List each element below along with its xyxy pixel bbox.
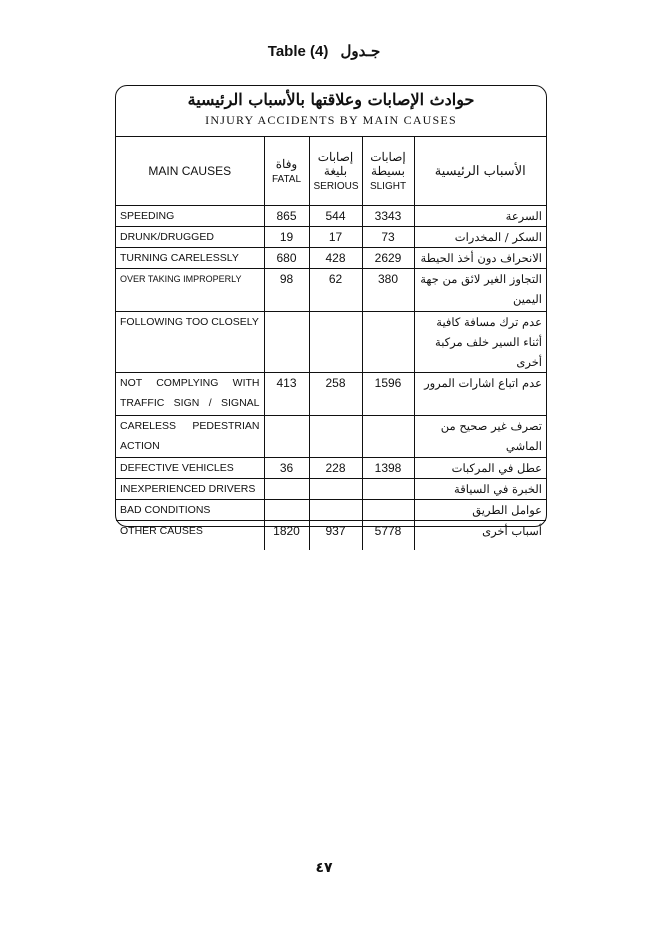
table-title	[116, 86, 546, 137]
cause-ar: التجاوز الغير لائق من جهة اليمين	[414, 269, 546, 312]
table-row	[116, 416, 546, 458]
fatal-cell: 413	[264, 373, 309, 416]
table-row	[116, 312, 546, 373]
caption-ar: جـدول	[340, 43, 381, 60]
injury-table-box	[115, 85, 547, 538]
table-row	[116, 248, 546, 269]
table-row	[116, 521, 546, 550]
table-title-en: INJURY ACCIDENTS BY MAIN CAUSES	[205, 113, 457, 127]
cause-ar: عوامل الطريق	[414, 500, 546, 521]
table-row	[116, 206, 546, 227]
header-row	[116, 137, 546, 206]
header-fatal: وفاة FATAL	[264, 137, 309, 206]
serious-cell: 258	[309, 373, 362, 416]
slight-cell: 1398	[362, 458, 414, 479]
fatal-cell	[264, 312, 309, 373]
slight-cell: 1596	[362, 373, 414, 416]
serious-cell: 937	[309, 521, 362, 550]
serious-cell: 17	[309, 227, 362, 248]
cause-en: INEXPERIENCED DRIVERS	[116, 479, 264, 500]
fatal-cell: 1820	[264, 521, 309, 550]
serious-cell	[309, 416, 362, 458]
cause-en: OTHER CAUSES	[116, 521, 264, 550]
header-main-causes-ar: الأسباب الرئيسية	[414, 137, 546, 206]
cause-en: DEFECTIVE VEHICLES	[116, 458, 264, 479]
slight-cell	[362, 416, 414, 458]
slight-cell: 2629	[362, 248, 414, 269]
table-row	[116, 269, 546, 312]
cause-en: TURNING CARELESSLY	[116, 248, 264, 269]
slight-cell: 3343	[362, 206, 414, 227]
cause-ar: الخبرة في السياقة	[414, 479, 546, 500]
header-slight: إصابات بسيطة SLIGHT	[362, 137, 414, 206]
fatal-cell	[264, 479, 309, 500]
table-row	[116, 500, 546, 521]
table-title-ar: حوادث الإصابات وعلاقتها بالأسباب الرئيسية	[187, 90, 475, 109]
cause-ar: عدم اتباع اشارات المرور	[414, 373, 546, 416]
cause-ar: أسباب أخرى	[414, 521, 546, 550]
serious-cell	[309, 500, 362, 521]
cause-en: SPEEDING	[116, 206, 264, 227]
fatal-cell	[264, 500, 309, 521]
slight-cell	[362, 479, 414, 500]
cause-en: BAD CONDITIONS	[116, 500, 264, 521]
header-serious: إصابات بليغة SERIOUS	[309, 137, 362, 206]
serious-cell: 228	[309, 458, 362, 479]
fatal-cell: 98	[264, 269, 309, 312]
cause-en: OVER TAKING IMPROPERLY	[116, 269, 264, 312]
serious-cell	[309, 479, 362, 500]
injury-table	[116, 137, 546, 550]
table-row	[116, 458, 546, 479]
table-row	[116, 479, 546, 500]
cause-ar: عطل في المركبات	[414, 458, 546, 479]
cause-ar: تصرف غير صحيح من الماشي	[414, 416, 546, 458]
cause-en: NOT COMPLYING WITH TRAFFIC SIGN / SIGNAL	[116, 373, 264, 416]
fatal-cell: 36	[264, 458, 309, 479]
caption-en: Table (4)	[267, 43, 329, 60]
page-number: ٤٧	[315, 860, 333, 876]
cause-en: DRUNK/DRUGGED	[116, 227, 264, 248]
slight-cell	[362, 312, 414, 373]
fatal-cell: 865	[264, 206, 309, 227]
serious-cell: 62	[309, 269, 362, 312]
table-row	[116, 373, 546, 416]
header-main-causes: MAIN CAUSES	[116, 137, 264, 206]
serious-cell	[309, 312, 362, 373]
cause-en: FOLLOWING TOO CLOSELY	[116, 312, 264, 373]
fatal-cell: 19	[264, 227, 309, 248]
slight-cell: 380	[362, 269, 414, 312]
cause-ar: السرعة	[414, 206, 546, 227]
cause-en: CARELESS PEDESTRIAN ACTION	[116, 416, 264, 458]
slight-cell: 73	[362, 227, 414, 248]
serious-cell: 428	[309, 248, 362, 269]
fatal-cell	[264, 416, 309, 458]
serious-cell: 544	[309, 206, 362, 227]
fatal-cell: 680	[264, 248, 309, 269]
slight-cell	[362, 500, 414, 521]
table-caption	[0, 42, 648, 60]
cause-ar: عدم ترك مسافة كافية أثناء السير خلف مركبة أخرى	[414, 312, 546, 373]
cause-ar: الانحراف دون أخذ الحيطة	[414, 248, 546, 269]
table-row	[116, 227, 546, 248]
slight-cell: 5778	[362, 521, 414, 550]
cause-ar: السكر / المخدرات	[414, 227, 546, 248]
